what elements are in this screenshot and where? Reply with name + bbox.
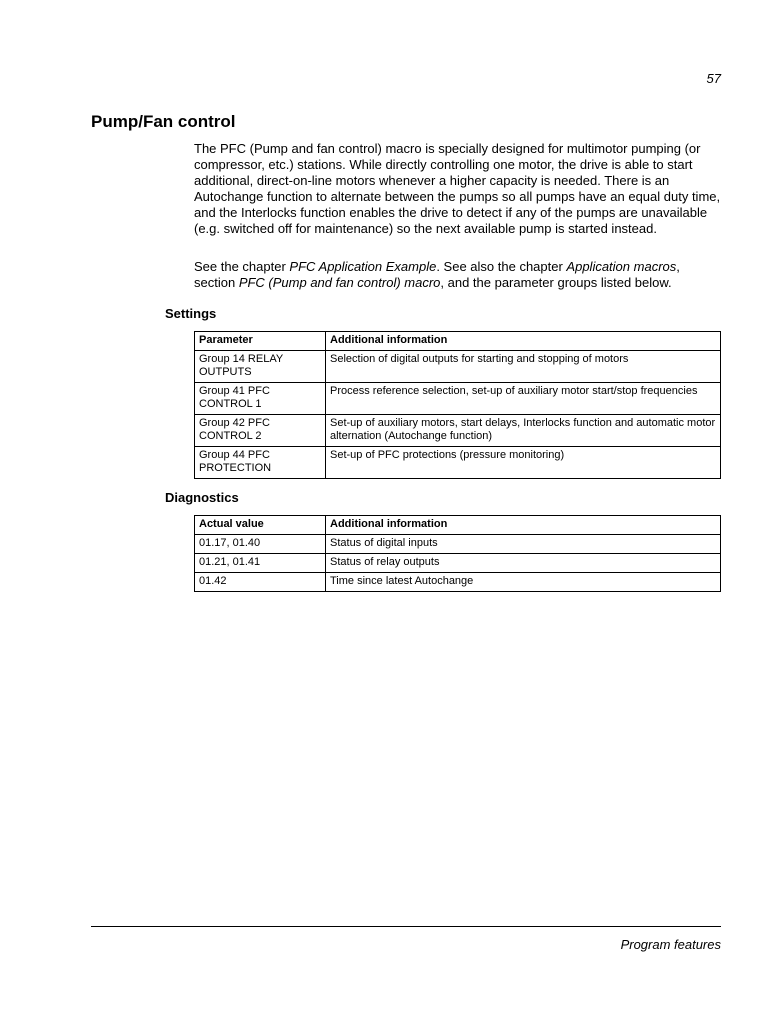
info-cell: Status of relay outputs xyxy=(326,554,721,573)
column-header: Actual value xyxy=(195,516,326,535)
settings-table xyxy=(194,331,721,479)
diagnostics-table xyxy=(194,515,721,592)
diagnostics-heading: Diagnostics xyxy=(165,490,239,505)
text-segment: . See also the chapter xyxy=(436,259,567,274)
settings-heading: Settings xyxy=(165,306,217,321)
parameter-cell: Group 42 PFC CONTROL 2 xyxy=(195,415,326,447)
section-reference: PFC (Pump and fan control) macro xyxy=(238,275,441,290)
chapter-reference: PFC Application Example xyxy=(289,259,437,274)
parameter-cell: Group 41 PFC CONTROL 1 xyxy=(195,383,326,415)
text-segment: , section xyxy=(194,259,680,290)
table-header-row xyxy=(195,516,721,535)
column-header: Parameter xyxy=(195,332,326,351)
table-row xyxy=(195,447,721,479)
parameter-cell: Group 44 PFC PROTECTION xyxy=(195,447,326,479)
value-cell: 01.17, 01.40 xyxy=(195,535,326,554)
table-row xyxy=(195,383,721,415)
value-cell: 01.21, 01.41 xyxy=(195,554,326,573)
info-cell: Time since latest Autochange xyxy=(326,573,721,592)
intro-paragraph: The PFC (Pump and fan control) macro is specially designed for multimotor pumping (or compressor, etc.) stations. While directly controlling one motor, the drive is able to start additional, direct-on-line motors whenever a higher capacity is needed. There is an Autochange function to alternate between the pumps so all pumps have an equal duty time, and the Interlocks function enables the drive to detect if any of the pumps are unavailable (e.g. switched off for maintenance) so the next available pump is started instead. xyxy=(194,141,721,236)
text-segment: , and the parameter groups listed below. xyxy=(440,275,672,290)
column-header: Additional information xyxy=(326,332,721,351)
text-segment: See the chapter xyxy=(194,259,290,274)
table-row xyxy=(195,573,721,592)
reference-paragraph xyxy=(194,259,724,291)
info-cell: Status of digital inputs xyxy=(326,535,721,554)
footer-divider xyxy=(91,926,721,927)
page-number: 57 xyxy=(706,71,721,86)
table-header-row xyxy=(195,332,721,351)
info-cell: Set-up of PFC protections (pressure monitoring) xyxy=(326,447,721,479)
info-cell: Set-up of auxiliary motors, start delays, Interlocks function and automatic motor alternation (Autochange function) xyxy=(326,415,721,447)
table-row xyxy=(195,535,721,554)
value-cell: 01.42 xyxy=(195,573,326,592)
footer-chapter-title: Program features xyxy=(620,937,721,952)
info-cell: Selection of digital outputs for starting and stopping of motors xyxy=(326,351,721,383)
table-row xyxy=(195,351,721,383)
section-heading: Pump/Fan control xyxy=(91,112,236,131)
info-cell: Process reference selection, set-up of auxiliary motor start/stop frequencies xyxy=(326,383,721,415)
chapter-reference: Application macros xyxy=(566,259,677,274)
table-row xyxy=(195,415,721,447)
table-row xyxy=(195,554,721,573)
column-header: Additional information xyxy=(326,516,721,535)
parameter-cell: Group 14 RELAY OUTPUTS xyxy=(195,351,326,383)
